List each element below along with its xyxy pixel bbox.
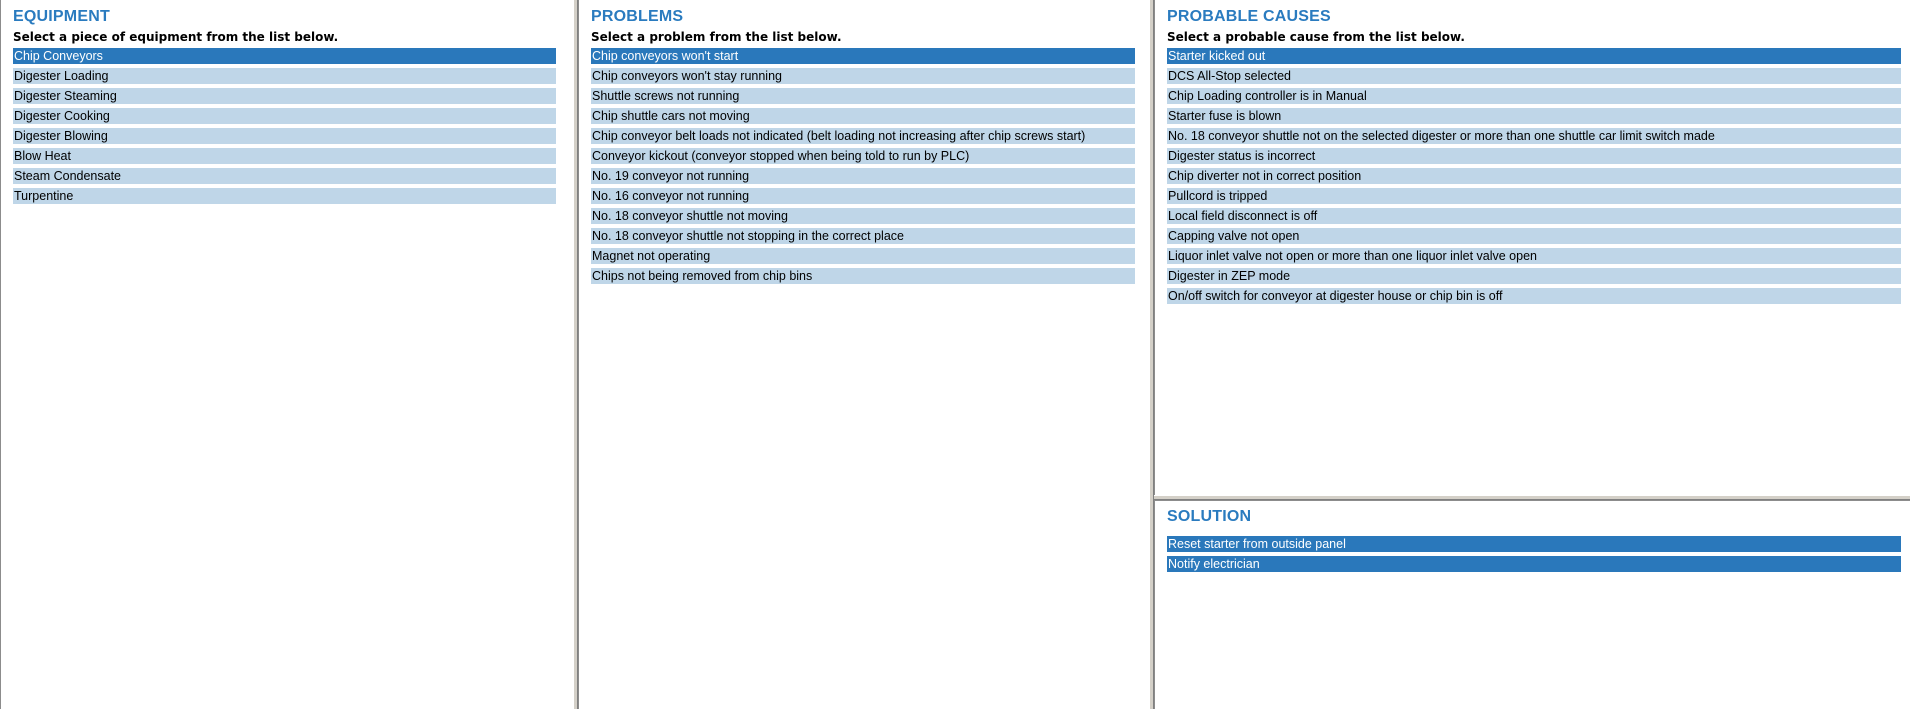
problem-item[interactable]: Chip conveyors won't stay running (591, 68, 1135, 84)
cause-item[interactable]: Local field disconnect is off (1167, 208, 1901, 224)
equipment-panel (0, 0, 573, 709)
solution-list (1167, 536, 1901, 576)
causes-instruction: Select a probable cause from the list below. (1167, 30, 1465, 44)
problems-title: PROBLEMS (591, 8, 684, 25)
problem-item[interactable]: Chip shuttle cars not moving (591, 108, 1135, 124)
cause-item[interactable]: Starter kicked out (1167, 48, 1901, 64)
problem-item[interactable]: No. 18 conveyor shuttle not moving (591, 208, 1135, 224)
equipment-list (13, 48, 556, 208)
cause-item[interactable]: Pullcord is tripped (1167, 188, 1901, 204)
equipment-item[interactable]: Turpentine (13, 188, 556, 204)
cause-item[interactable]: No. 18 conveyor shuttle not on the selected digester or more than one shuttle car limit switch made (1167, 128, 1901, 144)
problems-instruction: Select a problem from the list below. (591, 30, 842, 44)
cause-item[interactable]: Digester in ZEP mode (1167, 268, 1901, 284)
problem-item[interactable]: Magnet not operating (591, 248, 1135, 264)
probable-causes-panel (1154, 0, 1910, 495)
solution-panel (1154, 500, 1910, 709)
cause-item[interactable]: Chip diverter not in correct position (1167, 168, 1901, 184)
cause-item[interactable]: Capping valve not open (1167, 228, 1901, 244)
problems-panel (578, 0, 1152, 709)
cause-item[interactable]: Starter fuse is blown (1167, 108, 1901, 124)
problem-item[interactable]: No. 19 conveyor not running (591, 168, 1135, 184)
problem-item[interactable]: Shuttle screws not running (591, 88, 1135, 104)
equipment-title: EQUIPMENT (13, 8, 110, 25)
equipment-item[interactable]: Blow Heat (13, 148, 556, 164)
equipment-instruction: Select a piece of equipment from the list below. (13, 30, 339, 44)
cause-item[interactable]: Digester status is incorrect (1167, 148, 1901, 164)
cause-item[interactable]: DCS All-Stop selected (1167, 68, 1901, 84)
causes-title: PROBABLE CAUSES (1167, 8, 1331, 25)
problem-item[interactable]: No. 18 conveyor shuttle not stopping in the correct place (591, 228, 1135, 244)
equipment-item[interactable]: Digester Cooking (13, 108, 556, 124)
equipment-item[interactable]: Digester Blowing (13, 128, 556, 144)
equipment-item[interactable]: Digester Loading (13, 68, 556, 84)
problem-item[interactable]: Conveyor kickout (conveyor stopped when being told to run by PLC) (591, 148, 1135, 164)
problems-list (591, 48, 1135, 288)
cause-item[interactable]: Chip Loading controller is in Manual (1167, 88, 1901, 104)
causes-list (1167, 48, 1901, 308)
equipment-item[interactable]: Chip Conveyors (13, 48, 556, 64)
problem-item[interactable]: Chips not being removed from chip bins (591, 268, 1135, 284)
problem-item[interactable]: Chip conveyor belt loads not indicated (belt loading not increasing after chip screws start) (591, 128, 1135, 144)
equipment-item[interactable]: Steam Condensate (13, 168, 556, 184)
solution-title: SOLUTION (1167, 508, 1252, 525)
problem-item[interactable]: No. 16 conveyor not running (591, 188, 1135, 204)
equipment-item[interactable]: Digester Steaming (13, 88, 556, 104)
problem-item[interactable]: Chip conveyors won't start (591, 48, 1135, 64)
solution-item[interactable]: Notify electrician (1167, 556, 1901, 572)
solution-item[interactable]: Reset starter from outside panel (1167, 536, 1901, 552)
cause-item[interactable]: On/off switch for conveyor at digester house or chip bin is off (1167, 288, 1901, 304)
cause-item[interactable]: Liquor inlet valve not open or more than one liquor inlet valve open (1167, 248, 1901, 264)
